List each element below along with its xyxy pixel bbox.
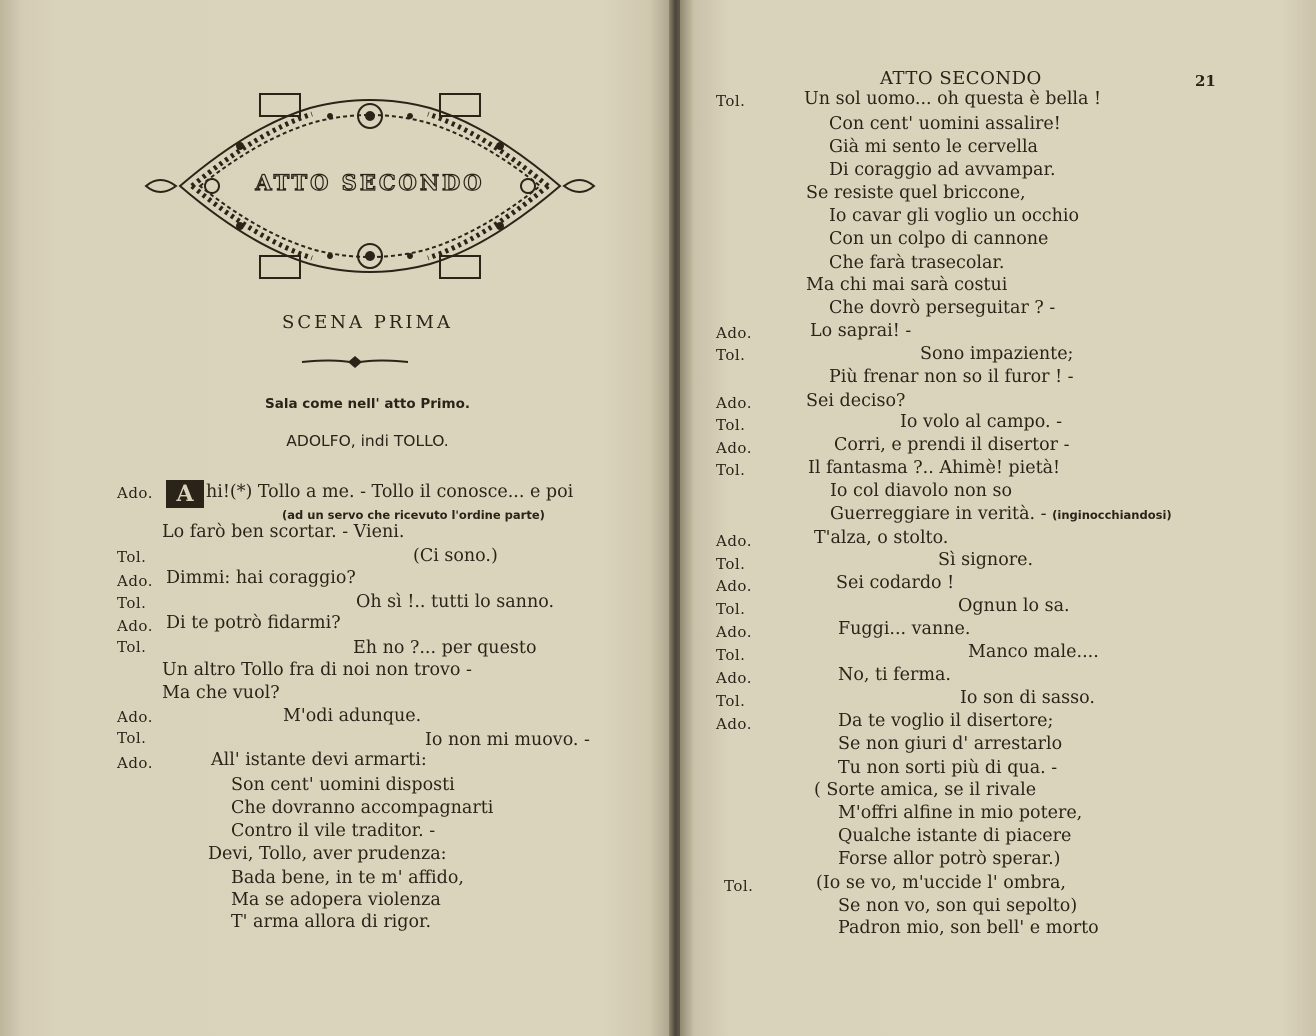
speaker-label: Ado. — [117, 708, 153, 726]
verse-line: Se resiste quel briccone, — [806, 183, 1026, 203]
verse-line: Bada bene, in te m' affido, — [231, 868, 464, 888]
verse-line: ( Sorte amica, se il rivale — [814, 780, 1037, 800]
drop-cap-icon: A — [166, 480, 204, 508]
speaker-label: Tol. — [117, 729, 147, 747]
speaker-label: Tol. — [716, 346, 746, 364]
verse-line: Contro il vile traditor. - — [231, 821, 436, 841]
verse-line: (Ci sono.) — [413, 546, 498, 566]
verse-text: Guerreggiare in verità. - — [830, 504, 1047, 524]
verse-line: Un altro Tollo fra di noi non trovo - — [162, 660, 472, 680]
speaker-label: Tol. — [117, 548, 147, 566]
speaker-label: Tol. — [716, 461, 746, 479]
verse-line: Da te voglio il disertore; — [838, 711, 1054, 731]
speaker-label: Ado. — [716, 394, 752, 412]
verse-line: Lo saprai! - — [810, 321, 912, 341]
verse-line: Manco male.... — [968, 642, 1099, 662]
verse-line: Ma che vuol? — [162, 683, 280, 703]
speaker-label: Tol. — [716, 646, 746, 664]
verse-line: Dimmi: hai coraggio? — [166, 568, 356, 588]
stage-direction: Sala come nell' atto Primo. — [265, 396, 470, 412]
verse-line: Di te potrò fidarmi? — [166, 613, 341, 633]
verse-line: Io non mi muovo. - — [425, 730, 590, 750]
scene-heading: SCENA PRIMA — [282, 312, 453, 333]
verse-line: (Io se vo, m'uccide l' ombra, — [816, 873, 1066, 893]
speaker-label: Ado. — [716, 715, 752, 733]
speaker-label: Tol. — [117, 594, 147, 612]
verse-line: Forse allor potrò sperar.) — [838, 849, 1061, 869]
running-title: ATTO SECONDO — [880, 68, 1042, 89]
speaker-label: Tol. — [724, 877, 754, 895]
verse-line: Che dovrò perseguitar ? - — [829, 298, 1056, 318]
verse-line: Lo farò ben scortar. - Vieni. — [162, 522, 405, 542]
verse-line: Sei deciso? — [806, 391, 906, 411]
speaker-label: Tol. — [716, 692, 746, 710]
verse-line: Devi, Tollo, aver prudenza: — [208, 844, 447, 864]
speaker-label: Ado. — [716, 623, 752, 641]
verse-line: Se non vo, son qui sepolto) — [838, 896, 1078, 916]
speaker-label: Ado. — [716, 324, 752, 342]
speaker-label: Tol. — [716, 600, 746, 618]
speaker-label: Tol. — [716, 92, 746, 110]
verse-line: Io cavar gli voglio un occhio — [829, 206, 1080, 226]
verse-line: Eh no ?... per questo — [353, 638, 537, 658]
verse-line: Che dovranno accompagnarti — [231, 798, 494, 818]
verse-line: All' istante devi armarti: — [211, 750, 427, 770]
speaker-label: Ado. — [716, 532, 752, 550]
verse-line: Io son di sasso. — [960, 688, 1095, 708]
verse-line: Tu non sorti più di qua. - — [838, 758, 1058, 778]
page-number: 21 — [1195, 72, 1216, 90]
speaker-label: Ado. — [716, 577, 752, 595]
verse-line: Fuggi... vanne. — [838, 619, 971, 639]
speaker-label: Ado. — [117, 572, 153, 590]
verse-line: Se non giuri d' arrestarlo — [838, 734, 1063, 754]
verse-line: Oh sì !.. tutti lo sanno. — [356, 592, 555, 612]
verse-line — [830, 504, 1172, 524]
verse-text: hi!(*) Tollo a me. - Tollo il conosce... e poi — [206, 482, 574, 502]
verse-line — [166, 480, 573, 508]
speaker-label: Ado. — [117, 484, 153, 502]
speaker-label: Ado. — [117, 754, 153, 772]
speaker-label: Tol. — [716, 416, 746, 434]
verse-line: Io col diavolo non so — [830, 481, 1013, 501]
speaker-label: Ado. — [117, 617, 153, 635]
verse-line: Sì signore. — [938, 550, 1034, 570]
verse-line: Già mi sento le cervella — [829, 137, 1038, 157]
verse-line: Sono impaziente; — [920, 344, 1074, 364]
ornament-title: ATTO SECONDO — [255, 170, 485, 195]
verse-line: Che farà trasecolar. — [829, 253, 1005, 273]
speaker-label: Ado. — [716, 669, 752, 687]
verse-line: Di coraggio ad avvampar. — [829, 160, 1056, 180]
verse-line: No, ti ferma. — [838, 665, 951, 685]
verse-line: Più frenar non so il furor ! - — [829, 367, 1074, 387]
verse-line: Ma se adopera violenza — [231, 890, 441, 910]
speaker-label: Ado. — [716, 439, 752, 457]
stage-direction: (ad un servo che ricevuto l'ordine parte) — [282, 508, 545, 522]
verse-line: Il fantasma ?.. Ahimè! pietà! — [808, 458, 1061, 478]
stage-direction: (inginocchiandosi) — [1052, 508, 1172, 522]
characters-line: ADOLFO, indi TOLLO. — [286, 432, 449, 450]
verse-line: T'alza, o stolto. — [814, 528, 949, 548]
verse-line: Un sol uomo... oh questa è bella ! — [804, 89, 1102, 109]
divider-flourish-icon — [300, 354, 410, 374]
verse-line: Ma chi mai sarà costui — [806, 275, 1008, 295]
verse-line: Sei codardo ! — [836, 573, 955, 593]
verse-line: M'offri alfine in mio potere, — [838, 803, 1083, 823]
verse-line: Corri, e prendi il disertor - — [834, 435, 1070, 455]
ornamental-title-frame — [140, 86, 600, 286]
verse-line: Ognun lo sa. — [958, 596, 1070, 616]
verse-line: Qualche istante di piacere — [838, 826, 1072, 846]
verse-line: Son cent' uomini disposti — [231, 775, 455, 795]
verse-line: T' arma allora di rigor. — [231, 912, 432, 932]
speaker-label: Tol. — [117, 638, 147, 656]
verse-line: Con cent' uomini assalire! — [829, 114, 1061, 134]
verse-line: Io volo al campo. - — [900, 412, 1063, 432]
verse-line: M'odi adunque. — [283, 706, 422, 726]
verse-line: Con un colpo di cannone — [829, 229, 1049, 249]
speaker-label: Tol. — [716, 555, 746, 573]
verse-line: Padron mio, son bell' e morto — [838, 918, 1099, 938]
